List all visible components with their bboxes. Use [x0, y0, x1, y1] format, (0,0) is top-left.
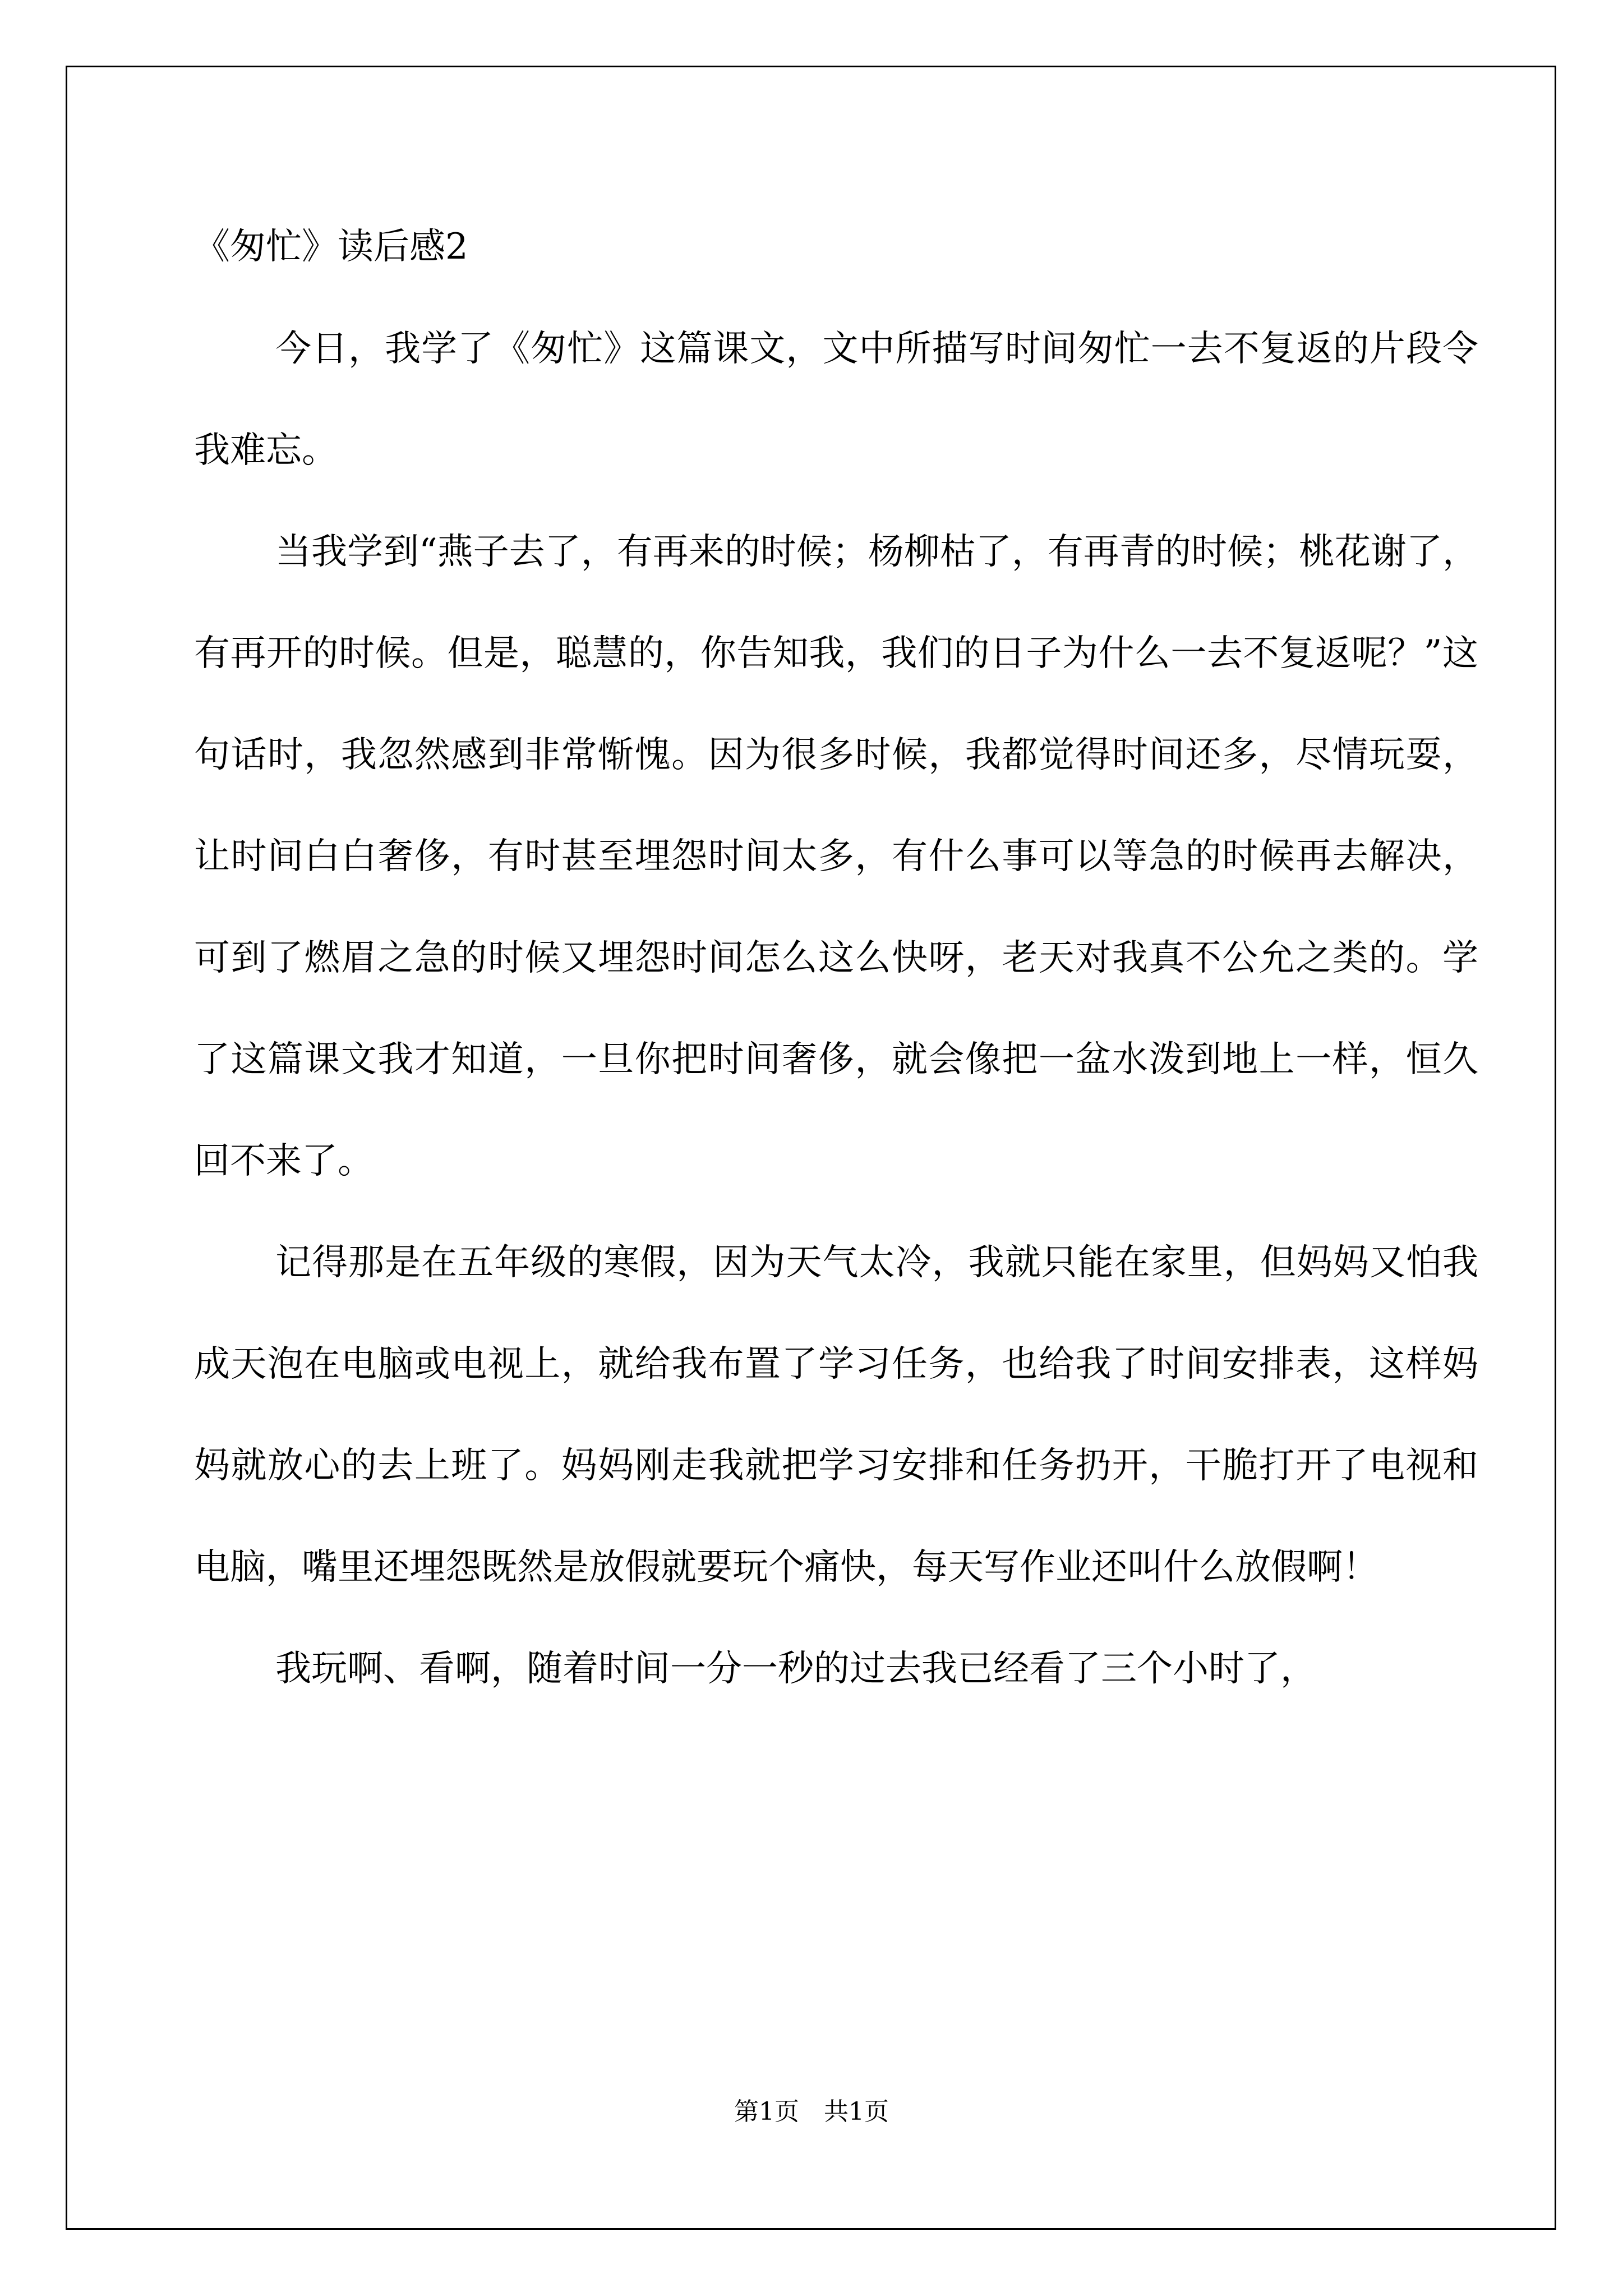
paragraph-1: 今日，我学了《匆忙》这篇课文，文中所描写时间匆忙一去不复返的片段令我难忘。	[194, 328, 1478, 471]
document-title: 《匆忙》读后感2	[194, 226, 468, 268]
paragraph-2: 当我学到“燕子去了，有再来的时候；杨柳枯了，有再青的时候；桃花谢了，有再开的时候。但是，聪慧的，你告知我，我们的日子为什么一去不复返呢？”这句话时，我忽然感到非常惭愧。因为很多时候，我都觉得时间还多，尽情玩耍，让时间白白奢侈，有时甚至埋怨时间太多，有什么事可以等急的时候再去解决，可到了燃眉之急的时候又埋怨时间怎么这么快呀，老天对我真不公允之类的。学了这篇课文我才知道，一旦你把时间奢侈，就会像把一盆水泼到地上一样，恒久回不来了。	[194, 531, 1478, 1182]
paragraph-4: 我玩啊、看啊，随着时间一分一秒的过去我已经看了三个小时了，	[275, 1648, 1316, 1690]
page-number-footer: 第1页 共1页	[734, 2097, 889, 2126]
paragraph-3: 记得那是在五年级的寒假，因为天气太冷，我就只能在家里，但妈妈又怕我成天泡在电脑或电视上，就给我布置了学习任务，也给我了时间安排表，这样妈妈就放心的去上班了。妈妈刚走我就把学习安排和任务扔开，干脆打开了电视和电脑，嘴里还埋怨既然是放假就要玩个痛快，每天写作业还叫什么放假啊！	[194, 1242, 1478, 1588]
document-body	[194, 298, 1478, 1720]
